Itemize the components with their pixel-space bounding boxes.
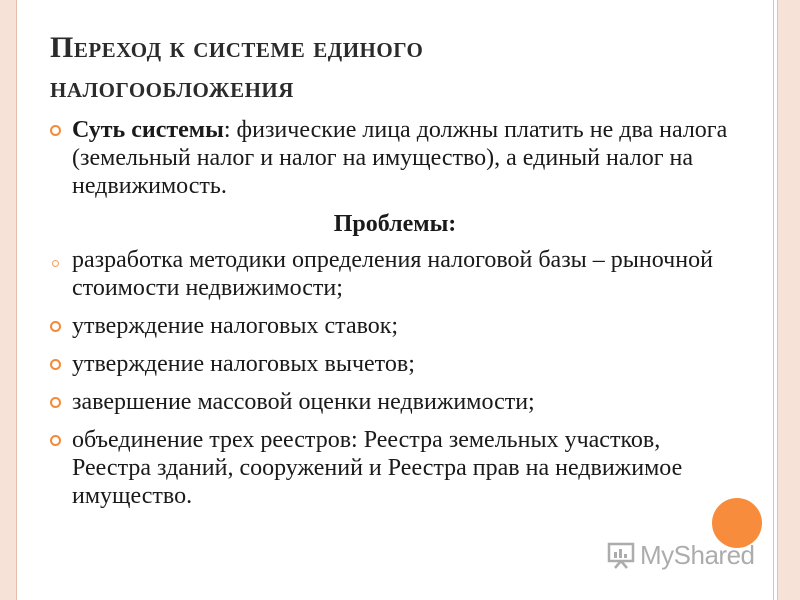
bullet-icon bbox=[52, 260, 59, 267]
problem-item bbox=[50, 350, 740, 378]
bullet-icon bbox=[50, 397, 61, 408]
bullet-icon bbox=[50, 125, 61, 136]
bullet-icon bbox=[50, 435, 61, 446]
bullet-icon bbox=[50, 321, 61, 332]
right-border bbox=[777, 0, 800, 600]
watermark-text: MyShared bbox=[640, 539, 755, 570]
essence-label: Суть системы bbox=[72, 117, 224, 143]
bullet-icon bbox=[50, 359, 61, 370]
problem-text: разработка методики определения налоговой базы – рыночной стоимости недвижимости; bbox=[72, 247, 713, 301]
problem-item bbox=[50, 388, 740, 416]
problems-heading: Проблемы: bbox=[333, 211, 457, 237]
title-line-2: налогообложения bbox=[50, 71, 294, 104]
essence-text: : физические лица должны платить не два налога (земельный налог и налог на имущество), а единый налог на недвижимость. bbox=[72, 117, 728, 199]
problem-text: объединение трех реестров: Реестра земельных участков, Реестра зданий, сооружений и Реестра прав на недвижимое имущество. bbox=[72, 427, 683, 509]
left-border bbox=[0, 0, 17, 600]
problem-item bbox=[50, 426, 740, 510]
problem-item bbox=[50, 312, 740, 340]
problem-text: завершение массовой оценки недвижимости; bbox=[72, 389, 535, 415]
slide-body bbox=[50, 116, 740, 520]
watermark-logo bbox=[606, 537, 755, 573]
essence-item bbox=[50, 116, 740, 200]
problem-item bbox=[50, 246, 740, 302]
slide-title bbox=[50, 28, 740, 108]
problem-text: утверждение налоговых ставок; bbox=[72, 313, 399, 339]
right-border-line bbox=[773, 0, 774, 600]
problem-text: утверждение налоговых вычетов; bbox=[72, 351, 415, 377]
presentation-icon bbox=[606, 540, 636, 570]
title-line-1: Переход к системе единого bbox=[50, 31, 424, 64]
